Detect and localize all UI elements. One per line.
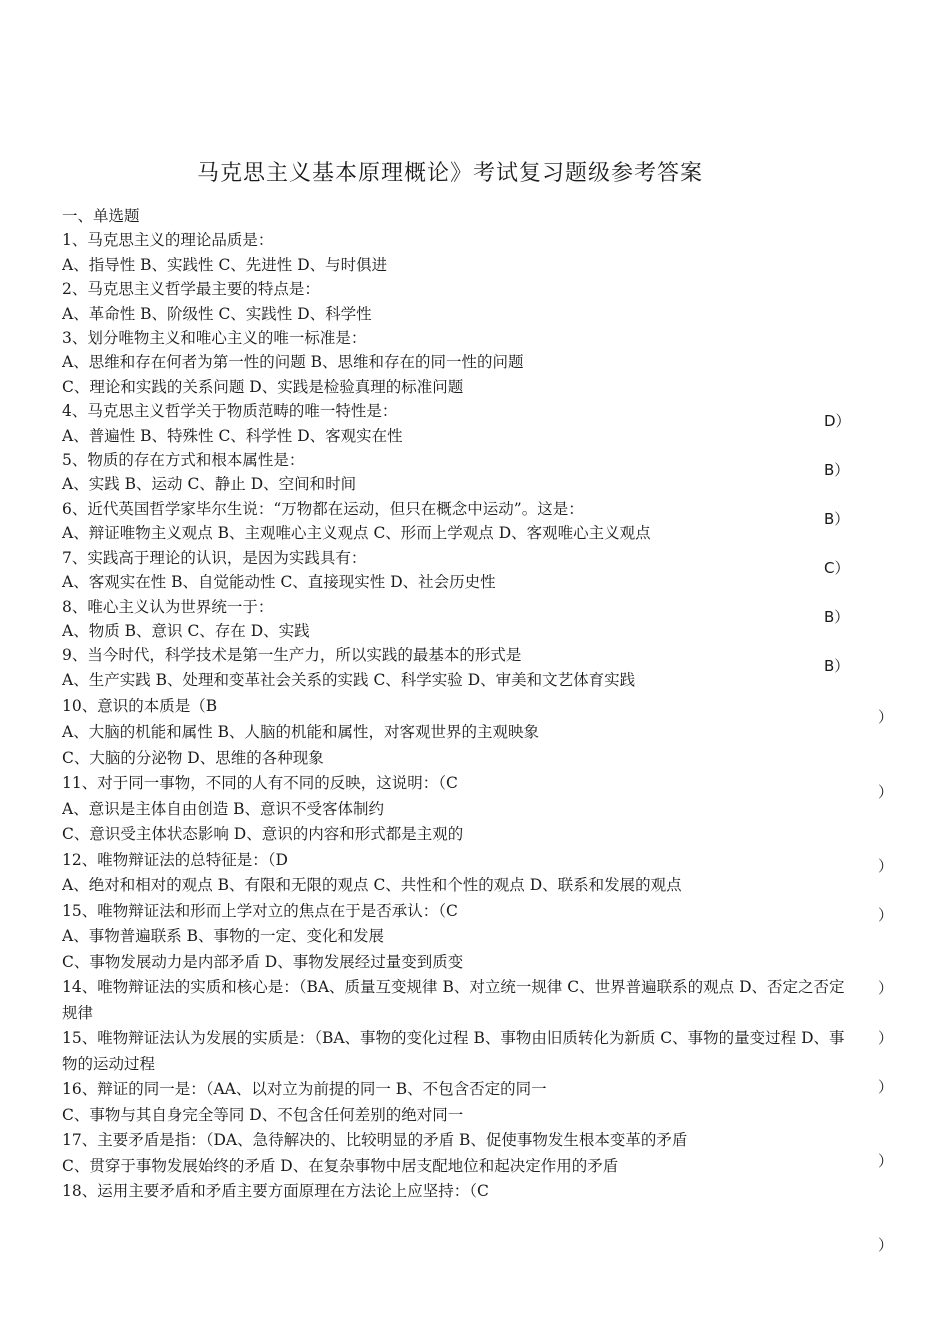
question-line: 3、划分唯物主义和唯心主义的唯一标准是： [62, 329, 367, 348]
question-line: 15、唯物辩证法认为发展的实质是：（BA、事物的变化过程 B、事物由旧质转化为新质 C、事物的量变过程 D、事物的运动过程 [62, 1029, 845, 1073]
question-line: 7、实践高于理论的认识，是因为实践具有： [62, 548, 367, 567]
options-line: A、大脑的机能和属性 B、人脑的机能和属性，对客观世界的主观映象 [62, 723, 540, 742]
question-line: 8、唯心主义认为世界统一于： [62, 597, 274, 616]
options-line: A、思维和存在何者为第一性的问题 B、思维和存在的同一性的问题 [62, 353, 524, 372]
options-line: C、贯穿于事物发展始终的矛盾 D、在复杂事物中居支配地位和起决定作用的矛盾 [62, 1156, 619, 1175]
options-line: C、事物与其自身完全等同 D、不包含任何差别的绝对同一 [62, 1105, 464, 1124]
closing-paren: ） [878, 708, 894, 726]
question-line: 17、主要矛盾是指：（DA、急待解决的、比较明显的矛盾 B、促使事物发生根本变革的矛盾 [62, 1131, 688, 1150]
question-list [62, 204, 852, 1205]
options-line: A、意识是主体自由创造 B、意识不受客体制约 [62, 799, 385, 818]
question-line: 12、唯物辩证法的总特征是：（D [62, 850, 288, 869]
question-line: 10、意识的本质是（B [62, 697, 218, 716]
closing-paren: ） [878, 1236, 894, 1254]
options-line: A、物质 B、意识 C、存在 D、实践 [62, 621, 310, 640]
answer-mark: B） [824, 657, 850, 675]
options-line: A、生产实践 B、处理和变革社会关系的实践 C、科学实验 D、审美和文艺体育实践 [62, 670, 636, 689]
answer-mark: C） [824, 559, 850, 577]
answer-mark: B） [824, 461, 850, 479]
options-line: A、普遍性 B、特殊性 C、科学性 D、客观实在性 [62, 426, 403, 445]
section-heading: 一、单选题 [62, 207, 140, 225]
options-line: A、革命性 B、阶级性 C、实践性 D、科学性 [62, 304, 372, 323]
question-line: 6、近代英国哲学家毕尔生说：“万物都在运动，但只在概念中运动”。这是： [62, 499, 584, 518]
question-line: 16、辩证的同一是：（AA、以对立为前提的同一 B、不包含否定的同一 [62, 1080, 547, 1099]
options-line: A、指导性 B、实践性 C、先进性 D、与时俱进 [62, 255, 388, 274]
answer-mark: B） [824, 608, 850, 626]
closing-paren: ） [878, 979, 894, 997]
options-line: A、实践 B、运动 C、静止 D、空间和时间 [62, 475, 357, 494]
question-line: 15、唯物辩证法和形而上学对立的焦点在于是否承认：（C [62, 901, 458, 920]
question-line: 2、马克思主义哲学最主要的特点是： [62, 280, 320, 299]
question-line: 4、马克思主义哲学关于物质范畴的唯一特性是： [62, 402, 398, 421]
answer-mark: D） [824, 412, 851, 430]
question-line: 5、物质的存在方式和根本属性是： [62, 451, 305, 470]
options-line: A、辩证唯物主义观点 B、主观唯心主义观点 C、形而上学观点 D、客观唯心主义观点 [62, 524, 651, 543]
document-title: 马克思主义基本原理概论》考试复习题级参考答案 [196, 161, 703, 186]
options-line: C、事物发展动力是内部矛盾 D、事物发展经过量变到质变 [62, 952, 464, 971]
options-line: A、绝对和相对的观点 B、有限和无限的观点 C、共性和个性的观点 D、联系和发展的观点 [62, 876, 682, 895]
options-line: C、理论和实践的关系问题 D、实践是检验真理的标准问题 [62, 377, 464, 396]
question-line: 14、唯物辩证法的实质和核心是：（BA、质量互变规律 B、对立统一规律 C、世界普遍联系的观点 D、否定之否定规律 [62, 978, 845, 1022]
question-line: 18、运用主要矛盾和矛盾主要方面原理在方法论上应坚持：（C [62, 1182, 489, 1201]
question-line: 9、当今时代，科学技术是第一生产力，所以实践的最基本的形式是 [62, 646, 522, 665]
closing-paren: ） [878, 1078, 894, 1096]
options-line: A、事物普遍联系 B、事物的一定、变化和发展 [62, 927, 385, 946]
closing-paren: ） [878, 906, 894, 924]
closing-paren: ） [878, 1029, 894, 1047]
closing-paren: ） [878, 857, 894, 875]
answer-mark: B） [824, 510, 850, 528]
closing-paren: ） [878, 1152, 894, 1170]
options-line: C、意识受主体状态影响 D、意识的内容和形式都是主观的 [62, 825, 464, 844]
options-line: A、客观实在性 B、自觉能动性 C、直接现实性 D、社会历史性 [62, 573, 496, 592]
question-line: 1、马克思主义的理论品质是： [62, 231, 274, 250]
closing-paren: ） [878, 783, 894, 801]
options-line: C、大脑的分泌物 D、思维的各种现象 [62, 748, 324, 767]
question-line: 11、对于同一事物，不同的人有不同的反映，这说明：（C [62, 774, 458, 793]
